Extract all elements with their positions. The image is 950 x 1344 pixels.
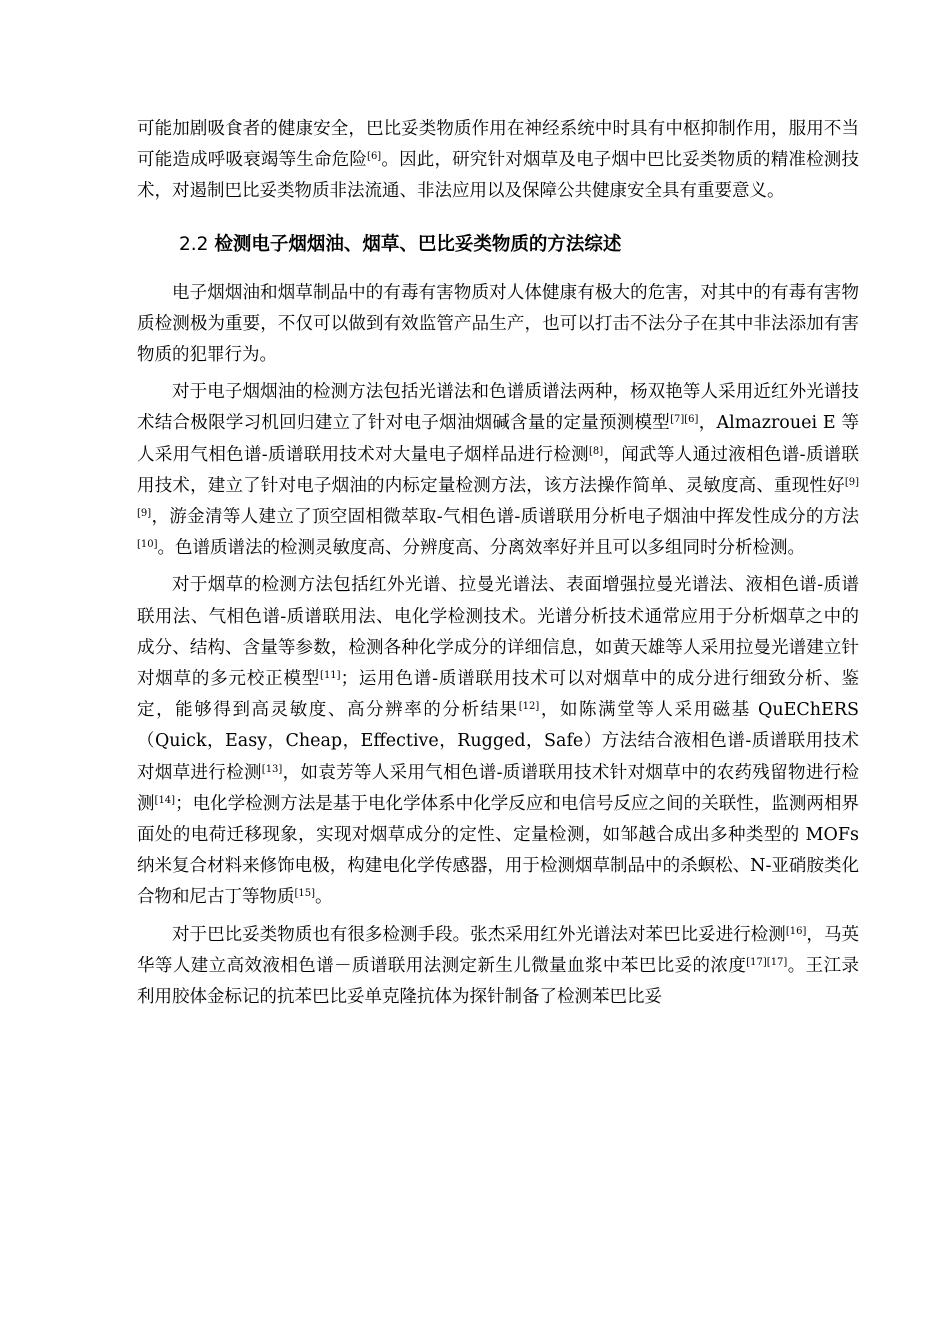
citation: [14]: [154, 794, 176, 806]
citation: [12]: [518, 701, 540, 713]
paragraph-overview: 电子烟烟油和烟草制品中的有毒有害物质对人体健康有极大的危害，对其中的有毒有害物质检测极为重要，不仅可以做到有效监管产品生产，也可以打击不法分子在其中非法添加有害物质的犯罪行为。: [137, 282, 859, 366]
citation: [16]: [785, 925, 807, 937]
paragraph-barbiturate-methods: 对于巴比妥类物质也有很多检测手段。张杰采用红外光谱法对苯巴比妥进行检测[16]，马英华等人建立高效液相色谱－质谱联用法测定新生儿微量血浆中苯巴比妥的浓度[17][17]。王江录利用胶体金标记的抗苯巴比妥单克隆抗体为探针制备了检测苯巴比妥: [137, 924, 860, 1008]
citation: [10]: [137, 539, 158, 551]
paragraph-e-liquid-methods: 对于电子烟烟油的检测方法包括光谱法和色谱质谱法两种，杨双艳等人采用近红外光谱技术结合极限学习机回归建立了针对电子烟油烟碱含量的定量预测模型[7][6]，Almazrouei E 等人采用气相色谱-质谱联用技术对大量电子烟样品进行检测[8]，闻武等人通过液相色谱-质谱联用技术，建立了针对电子烟油的内标定量检测方法，该方法操作简单、灵敏度高、重现性好[9][9]，游金清等人建立了顶空固相微萃取-气相色谱-质谱联用分析电子烟油中挥发性成分的方法[10]。色谱质谱法的检测灵敏度高、分辨度高、分离效率好并且可以多组同时分析检测。: [137, 382, 860, 559]
citation: [13]: [261, 763, 283, 775]
citation: [15]: [294, 888, 316, 900]
document-page: [137, 114, 859, 1013]
citation: [11]: [320, 670, 341, 682]
paragraph-health-risk: 可能加剧吸食者的健康安全，巴比妥类物质作用在神经系统中时具有中枢抑制作用，服用不当可能造成呼吸衰竭等生命危险[6]。因此，研究针对烟草及电子烟中巴比妥类物质的精准检测技术，对遏制巴比妥类物质非法流通、非法应用以及保障公共健康安全具有重要意义。: [137, 119, 860, 202]
citation: [8]: [588, 445, 604, 457]
citation: [7][6]: [670, 414, 699, 426]
paragraph-tobacco-methods: 对于烟草的检测方法包括红外光谱、拉曼光谱法、表面增强拉曼光谱法、液相色谱-质谱联用法、气相色谱-质谱联用法、电化学检测技术。光谱分析技术通常应用于分析烟草之中的成分、结构、含量等参数，检测各种化学成分的详细信息，如黄天雄等人采用拉曼光谱建立针对烟草的多元校正模型[11]；运用色谱-质谱联用技术可以对烟草中的成分进行细致分析、鉴定，能够得到高灵敏度、高分辨率的分析结果[12]，如陈满堂等人采用磁基 QuEChERS（Quick，Easy，Cheap，Effective，Rugged，Safe）方法结合液相色谱-质谱联用技术对烟草进行检测[13]，如袁芳等人采用气相色谱-质谱联用技术针对烟草中的农药残留物进行检测[14]；电化学检测方法是基于电化学体系中化学反应和电信号反应之间的关联性，监测两相界面处的电荷迁移现象，实现对烟草成分的定性、定量检测，如邹越合成出多种类型的 MOFs 纳米复合材料来修饰电极，构建电化学传感器，用于检测烟草制品中的杀螟松、N-亚硝胺类化合物和尼古丁等物质[15]。: [137, 575, 860, 908]
citation: [9][9]: [137, 476, 859, 520]
section-title: 检测电子烟烟油、烟草、巴比妥类物质的方法综述: [214, 233, 622, 255]
section-number: 2.2: [179, 233, 209, 255]
section-heading: [137, 230, 859, 260]
citation: [17][17]: [746, 956, 788, 968]
citation: [6]: [367, 151, 382, 163]
